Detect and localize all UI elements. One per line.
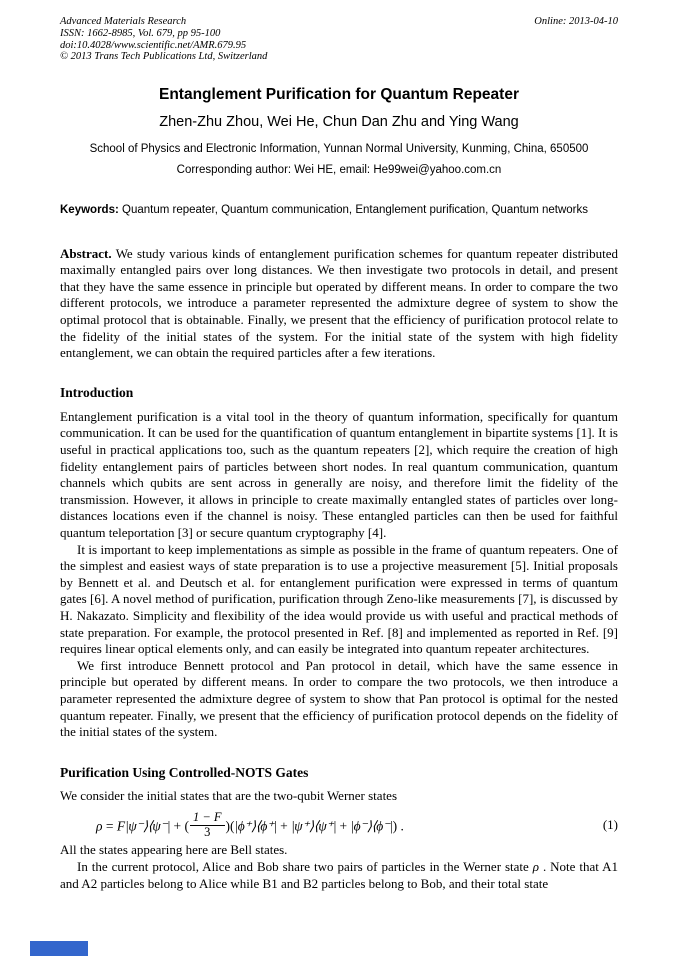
online-date: Online: 2013-04-10 [534,16,618,27]
eq-ket-psi-plus: |ψ⁺⟩⟨ψ⁺| [291,818,337,834]
eq-equals: = [102,818,117,834]
protocol-paragraph-b: . Note that A1 and A2 particles belong to Alice while B1 and B2 particles belong to Bob, and their total state [60,858,619,891]
eq-rho: ρ [96,818,103,834]
equation-1 [60,811,618,839]
eq-plus-2: + [276,818,292,834]
inline-rho: ρ [532,858,540,874]
authors: Zhen-Zhu Zhou, Wei He, Chun Dan Zhu and Ying Wang [159,114,519,131]
corresponding-author: Corresponding author: Wei HE, email: He99wei@yahoo.com.cn [176,164,502,177]
bell-states-line: All the states appearing here are Bell states. [60,842,288,858]
eq-fraction-denominator: 3 [190,825,225,840]
equation-body [96,811,404,839]
eq-fraction-numerator: 1 − F [192,810,222,825]
intro-paragraph-1: Entanglement purification is a vital tool in the theory of quantum information, specifically for quantum communication. It can be used for the quantification of quantum entanglement in bipartite systems [1]. It is useful in practical applications too, such as the quantum repeaters [2], which require the creation of high fidelity entanglement pairs of particles between short nodes. In real quantum communication, quantum channels which qubits are sent across in generally are noisy, and therefore limit the fidelity of the transmission. However, it allows in principle to create maximally entangled states of particles over long-distances locations even if the channel is noisy. These entangled particles can then be used for faithful quantum teleportation [3] or secure quantum cryptography [4]. [60,408,618,540]
doi-line: doi:10.4028/www.scientific.net/AMR.679.95 [60,39,247,51]
affiliation: School of Physics and Electronic Information, Yunnan Normal University, Kunming, China, 650500 [89,143,589,156]
eq-tail: ) . [392,818,404,834]
paper-title: Entanglement Purification for Quantum Repeater [159,86,519,104]
abstract [60,246,618,362]
keywords-text: Quantum repeater, Quantum communication, Entanglement purification, Quantum networks [122,204,588,217]
equation-number: (1) [602,817,618,833]
eq-ket-phi-minus: |ϕ⁻⟩⟨ϕ⁻| [350,818,393,834]
footer-mark [30,941,88,956]
journal-header [60,16,618,63]
eq-ket-psi-minus: |ψ⁻⟩⟨ψ⁻| [125,818,171,834]
abstract-text: We study various kinds of entanglement purification schemes for quantum repeater distributed maximally entangled pairs over long distances. We then investigate two protocols in detail, and present that they have the same essence in principle but operated by different means. In order to compare the two different protocols, we introduce a parameter represented the admixture degree of system to show the optimal protocol that is obtainable. Finally, we present that the efficiency of purification protocol relate to the fidelity of the initial states of the system. For the initial state of the system with high fidelity entanglement, we can obtain the required particles after a few iterations. [60,245,618,361]
issn-line: ISSN: 1662-8985, Vol. 679, pp 95-100 [60,27,221,39]
protocol-paragraph [60,859,618,892]
protocol-paragraph-a: In the current protocol, Alice and Bob share two pairs of particles in the Werner state [77,858,533,874]
journal-name: Advanced Materials Research [60,16,187,27]
section-heading-introduction: Introduction [60,384,134,400]
eq-close-open: )( [225,818,235,834]
werner-states-line: We consider the initial states that are the two-qubit Werner states [60,787,398,803]
eq-plus-open: + ( [170,818,189,834]
keywords [60,203,618,219]
eq-plus-3: + [336,818,351,834]
abstract-label: Abstract. [60,245,112,261]
intro-paragraph-3: We first introduce Bennett protocol and Pan protocol in detail, which have the same essence in principle but operated by different means. In order to compare the two protocols, we then introduce a parameter represented the admixture degree of system to show that Pan protocol is optimal for the nested quantum repeater. Finally, we present that the efficiency of purification protocol depends on the fidelity of the initial states of the system. [60,657,618,740]
eq-fraction [190,811,225,839]
copyright-line: © 2013 Trans Tech Publications Ltd, Switzerland [60,51,268,63]
intro-paragraph-2: It is important to keep implementations as simple as possible in the frame of quantum repeaters. One of the simplest and easiest ways of state preparation is to use a projective measurement [5]. Initial proposals by Bennett et al. and Deutsch et al. for entanglement purification were expressed in terms of quantum gates [6]. A novel method of purification, purification through Zeno-like measurements [7], is discussed by H. Nakazato. Simplicity and flexibility of the idea would provide us with useful and practical methods of state preparation. For example, the protocol presented in Ref. [8] and implemented as reported in Ref. [9] requires linear optical elements only, and can easily be integrated into quantum repeater architectures. [60,541,618,657]
section-heading-purification: Purification Using Controlled-NOTS Gates [60,764,309,780]
eq-ket-phi-plus: |ϕ⁺⟩⟨ϕ⁺| [234,818,277,834]
keywords-label: Keywords: [60,204,119,217]
eq-coef-F: F [116,818,126,834]
journal-header-left [60,16,267,63]
